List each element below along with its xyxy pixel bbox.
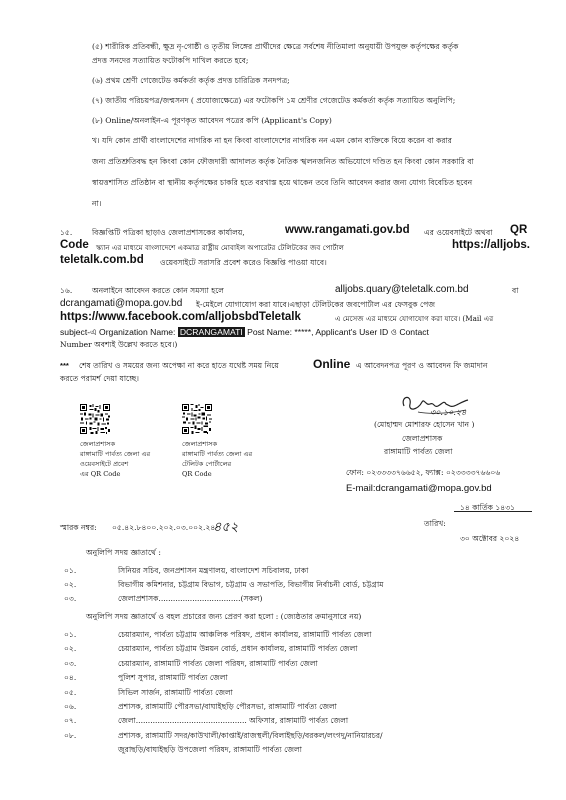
org-name-highlight: DCRANGAMATI (179, 327, 243, 337)
facebook-page-link[interactable]: https://www.facebook.com/alljobsbdTeletalk (60, 311, 301, 323)
rangamati-website-link[interactable]: www.rangamati.gov.bd (285, 224, 410, 236)
memo-number: ০৫.৪২.৮৪০০.২০২.০৩.০০২.২৪- (112, 523, 218, 532)
copy-item-number: ০১. (64, 566, 77, 575)
item-15-text-d: ওয়েবসাইটে সরাসরি প্রবেশ করেও বিজ্ঞপ্তি পাওয়া যাবে। (160, 258, 327, 267)
subject-prefix: subject-এ Organization Name: (60, 327, 176, 337)
copy-item-text: জেলাপ্রশাসক..................................(সকল) (118, 594, 263, 603)
signatory-email[interactable]: E-mail:dcrangamati@mopa.gov.bd (346, 483, 492, 494)
date-divider (454, 511, 532, 512)
item-15-text-c: স্ক্যান এর মাধ্যমে বাংলাদেশে একমাত্র রাষ্ট্রীয় মোবাইল অপারেটর টেলিটকের জব পোর্টাল (96, 243, 344, 252)
clause-kha-line3: স্বায়ত্তশাসিত প্রতিষ্ঠান বা স্থানীয় কর্তৃপক্ষের চাকরি হতে বরখাস্ত হয়ে থাকেন তবে তিনি আবেদন করার জন্য যোগ্য বিবেচিত হবেন (92, 178, 473, 187)
notice-text-b: এ আবেদনপত্র পূরণ ও আবেদন ফি জমাদান (356, 361, 488, 370)
subject-suffix: Post Name: *****, Applicant's User ID ও Contact (247, 327, 429, 337)
copy-item-number: ০৪. (64, 673, 77, 683)
clause-kha-line2: জন্য প্রতিশ্রুতিবদ্ধ হন কিংবা কোন ফৌজদারী আদালত কর্তৃক নৈতিক স্খলনজনিত অভিযোগে দণ্ডিত হন কিংবা কোন সরকারি বা (92, 157, 474, 166)
clause-kha-line1: খ। যদি কোন প্রার্থী বাংলাদেশের নাগরিক না হন কিংবা বাংলাদেশের নাগরিক নন এমন কোন ব্যক্তিকে বিয়ে করেন বা করার (92, 136, 452, 145)
notice-text-c: করতে পরামর্শ দেয়া যাচ্ছে। (60, 374, 140, 383)
copy-item-text: জেলা.............................................. অফিসার, রাঙ্গামাটি পার্বত্য জেলা (118, 716, 349, 726)
copy-item-text: চেয়ারম্যান, পার্বত্য চট্টগ্রাম আঞ্চলিক পরিষদ, প্রধান কার্যালয়, রাঙ্গামাটি পার্বত্য জেলা (118, 630, 372, 639)
copy2-heading: অনুলিপি সদয় জ্ঞাতার্থে ও বহল প্রচারের জন্য প্রেরণ করা হলো : (জ্যেষ্ঠতার ক্রমানুসারে নয়) (86, 612, 362, 621)
signatory-name: (মোহাম্মদ মোশারফ হোসেন খান ) (374, 420, 475, 429)
notice-online-word: Online (313, 357, 351, 371)
copy-item-text: জুরাছড়ি/বাঘাইছড়ি উপজেলা পরিষদ, রাঙ্গামাটি পার্বত্য জেলা (118, 745, 302, 755)
signatory-office: রাঙ্গামাটি পার্বত্য জেলা (384, 447, 453, 456)
notice-text-a: শেষ তারিখ ও সময়ের জন্য অপেক্ষা না করে হাতে যথেষ্ট সময় নিয়ে (79, 361, 279, 370)
copy-item-number: ০৬. (64, 702, 77, 711)
copy-item-text: চেয়ারম্যান, রাঙ্গামাটি পার্বত্য জেলা পরিষদ, রাঙ্গামাটি পার্বত্য জেলা (118, 658, 318, 668)
copy-item-number: ০২. (64, 644, 77, 654)
item-16-text-c: এ মেসেজ এর মাধ্যমে যোগাযোগ করা যাবে। (Mail এর (335, 314, 494, 323)
item-8: (৮) Online/অনলাইন-এ পূরণকৃত আবেদন পত্রের কপি (Applicant's Copy) (92, 116, 332, 125)
item-16-number: ১৬. (60, 286, 73, 295)
copy-item-number: ০১. (64, 630, 77, 639)
item-6: (৬) প্রথম শ্রেণী গেজেটেড কর্মকর্তা কর্তৃক প্রদত্ত চারিত্রিক সনদপত্র; (92, 76, 290, 85)
qr-left-caption-1: জেলাপ্রশাসক (80, 440, 116, 448)
item-15-text-b: এর ওয়েবসাইটে অথবা (424, 228, 493, 237)
copy-item-text: সিনিয়র সচিব, জনপ্রশাসন মন্ত্রণালয়, বাংলাদেশ সচিবালয়, ঢাকা (118, 566, 309, 575)
alljobs-link-part2[interactable]: teletalk.com.bd (60, 254, 144, 266)
copy-item-number: ০৩. (64, 594, 77, 603)
qr-code-website[interactable] (80, 404, 110, 434)
item-7: (৭) জাতীয় পরিচয়পত্র/জন্মসনদ ( প্রযোজ্যক্ষেত্রে) এর ফটোকপি ১ম শ্রেণীর গেজেটেড কর্মকর্তা কর্তৃক সত্যায়িত অনুলিপি; (92, 96, 456, 105)
copy-item-number: ০২. (64, 580, 77, 589)
item-5-line1: (৫) শারীরিক প্রতিবন্ধী, ক্ষুদ্র নৃ-গোষ্ঠী ও তৃতীয় লিঙ্গের প্রার্থীদের ক্ষেত্রে সর্বশেষ নীতিমালা অনুযায়ী উপযুক্ত কর্তৃপক্ষের কর্তৃক (92, 42, 459, 51)
memo-number-label: স্মারক নম্বর: (60, 523, 97, 532)
qr-code-website-icon (80, 404, 110, 434)
copy-item-number: ০৫. (64, 687, 77, 697)
qr-word: QR (510, 224, 528, 236)
item-15-text-a: বিজ্ঞপ্তিটি পত্রিকা ছাড়াও জেলাপ্রশাসকের কার্যালয়, (92, 228, 245, 237)
qr-left-caption-4: এর QR Code (80, 470, 121, 478)
qr-code-teletalk-icon (182, 404, 212, 434)
item-5-line2: প্রদত্ত সনদের সত্যায়িত ফটোকপি দাখিল করতে হবে; (92, 56, 249, 65)
date-bangla: ১৪ কার্তিক ১৪৩১ (460, 503, 516, 512)
item-16-text-b: ই-মেইলে যোগাযোগ করা যাবে।এছাড়া টেলিটকের জবপোর্টাল এর ফেসবুক পেজ (196, 300, 436, 309)
qr-left-caption-2: রাঙ্গামাটি পার্বত্য জেলা এর (80, 450, 151, 458)
alljobs-link-part1[interactable]: https://alljobs. (452, 239, 530, 251)
item-16-text-e: Number অবশ্যই উল্লেখ করতে হবে।) (60, 340, 178, 349)
copy-item-text: সিভিল সার্জন, রাঙ্গামাটি পার্বত্য জেলা (118, 687, 233, 697)
copy-item-number: ০৭. (64, 716, 77, 726)
copy-item-text: প্রশাসক, রাঙ্গামাটি সদর/কাউখালী/কাপ্তাই/রাজস্থলী/বিলাইছড়ি/বরকল/লংগদু/নানিয়ারচর/ (118, 730, 383, 740)
memo-handwritten-number: ৪৫২ (213, 520, 239, 535)
qr-right-caption-2: রাঙ্গামাটি পার্বত্য জেলা এর (182, 450, 253, 458)
item-16-or: বা (512, 286, 519, 295)
qr-right-caption-1: জেলাপ্রশাসক (182, 440, 218, 448)
date-gregorian: ৩০ অক্টোবর ২০২৪ (460, 534, 520, 543)
code-word: Code (60, 239, 89, 251)
qr-code-teletalk[interactable] (182, 404, 212, 434)
copy-item-number: ০৮. (64, 730, 77, 740)
item-16-subject-line (60, 327, 429, 337)
qr-right-caption-3: টেলিটক পোর্টালের (182, 460, 232, 468)
copy-item-number: ০৩. (64, 658, 77, 668)
item-16-text-a: অনলাইনে আবেদন করতে কোন সমস্যা হলে (92, 286, 224, 295)
item-15-number: ১৫. (60, 228, 73, 237)
copy-item-text: বিভাগীয় কমিশনার, চট্টগ্রাম বিভাগ, চট্টগ্রাম ও সভাপতি, বিভাগীয় নির্বাচনী বোর্ড, চট্টগ্রাম (118, 580, 384, 589)
qr-right-caption-4: QR Code (182, 470, 212, 478)
date-label: তারিখ: (424, 519, 446, 528)
teletalk-query-email[interactable]: alljobs.quary@teletalk.com.bd (335, 284, 469, 295)
copy-item-text: পুলিশ সুপার, রাঙ্গামাটি পার্বত্য জেলা (118, 673, 228, 683)
dc-email-link[interactable]: dcrangamati@mopa.gov.bd (60, 298, 183, 309)
copy-item-text: চেয়ারম্যান, পার্বত্য চট্টগ্রাম উন্নয়ন বোর্ড, প্রধান কার্যালয়, রাঙ্গামাটি পার্বত্য জেলা (118, 644, 358, 654)
notice-stars: *** (60, 361, 69, 370)
signatory-title: জেলাপ্রশাসক (402, 434, 443, 443)
copy-item-text: প্রশাসক, রাঙ্গামাটি পৌরসভা/বাঘাইছড়ি পৌরসভা, রাঙ্গামাটি পার্বত্য জেলা (118, 702, 337, 711)
clause-kha-line4: না। (92, 199, 102, 208)
signatory-phone-fax: ফোন: ০২৩৩৩৩৭৬৬৫২, ফ্যাক্স: ০২৩৩৩৩৭৬৬০৬ (346, 468, 501, 477)
qr-left-caption-3: ওয়েবসাইটে প্রবেশ (80, 460, 129, 468)
signature-date: ৩০.১০.২৪ (430, 408, 467, 417)
copy1-heading: অনুলিপি সদয় জ্ঞাতার্থে : (86, 548, 161, 557)
